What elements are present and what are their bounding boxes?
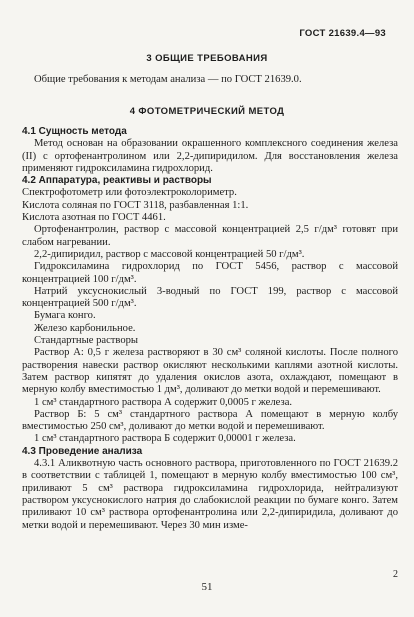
list-item: 2,2-дипиридил, раствор с массовой концентрацией 50 г/дм³. [34,248,305,260]
corner-mark: 2 [393,569,398,580]
list-item: Ортофенантролин, раствор с массовой концентрацией 2,5 г/дм³ готовят при слабом нагревании. [22,224,398,248]
list-item: Спектрофотометр или фотоэлектроколориметр. [22,187,237,199]
subsection-4-3-text: 4.3.1 Аликвотную часть основного раствора, приготовленного по ГОСТ 21639.2 в соответствии с таблицей 1, помещают в мерную колбу вместимостью 100 см³, приливают 5 см³ раствора гидроксиламина гидрохлорида, нейтрализуют раствором уксуснокислого натрия до слабокислой реакции по бумаге конго. Затем приливают 10 см³ раствора ортофенантролина или 2,2-дипиридила, доливают до метки водой и перемешивают. Через 30 мин изме- [22,458,398,531]
list-item: Кислота азотная по ГОСТ 4461. [22,212,166,224]
list-item: 1 см³ стандартного раствора Б содержит 0,00001 г железа. [34,433,296,445]
list-item: Раствор Б: 5 см³ стандартного раствора А помещают в мерную колбу вместимостью 250 см³, доливают до метки водой и перемешивают. [22,408,398,433]
subsection-4-1-title: 4.1 Сущность метода [22,126,127,137]
list-item: Стандартные растворы [34,335,139,347]
list-item: Гидроксиламина гидрохлорид по ГОСТ 5456, раствор с массовой концентрацией 100 г/дм³. [22,261,398,285]
list-item: Натрий уксуснокислый 3-водный по ГОСТ 199, раствор с массовой концентрацией 500 г/дм³. [22,285,398,310]
list-item: Железо карбонильное. [34,322,136,334]
subsection-4-3-title: 4.3 Проведение анализа [22,445,143,457]
section-3-text: Общие требования к методам анализа — по ГОСТ 21639.0. [34,74,302,85]
subsection-4-1-text: Метод основан на образовании окрашенного комплексного соединения железа (II) с ортофенантролином или 2,2-дипиридилом. Для восстановления железа применяют гидроксиламина гидрохлорид. [22,138,398,174]
page-number: 51 [201,581,213,593]
section-3-title: 3 ОБЩИЕ ТРЕБОВАНИЯ [146,53,268,64]
list-item: Кислота соляная по ГОСТ 3118, разбавленная 1:1. [22,199,249,211]
section-3-body [22,74,398,86]
list-item: Раствор А: 0,5 г железа растворяют в 30 см³ соляной кислоты. После полного растворения навески раствор окисляют несколькими каплями азотной кислоты. Затем раствор кипятят до удаления окислов азота, охлаждают, помещают в мерную колбу вместимостью 1 дм³, доливают до метки водой и перемешивают. [22,347,398,396]
section-4-body [22,126,398,532]
list-item: Бумага конго. [34,310,96,322]
subsection-4-2-title: 4.2 Аппаратура, реактивы и растворы [22,175,212,187]
standard-header: ГОСТ 21639.4—93 [299,28,386,39]
list-item: 1 см³ стандартного раствора А содержит 0,0005 г железа. [34,396,293,408]
section-4-title: 4 ФОТОМЕТРИЧЕСКИЙ МЕТОД [129,106,285,117]
